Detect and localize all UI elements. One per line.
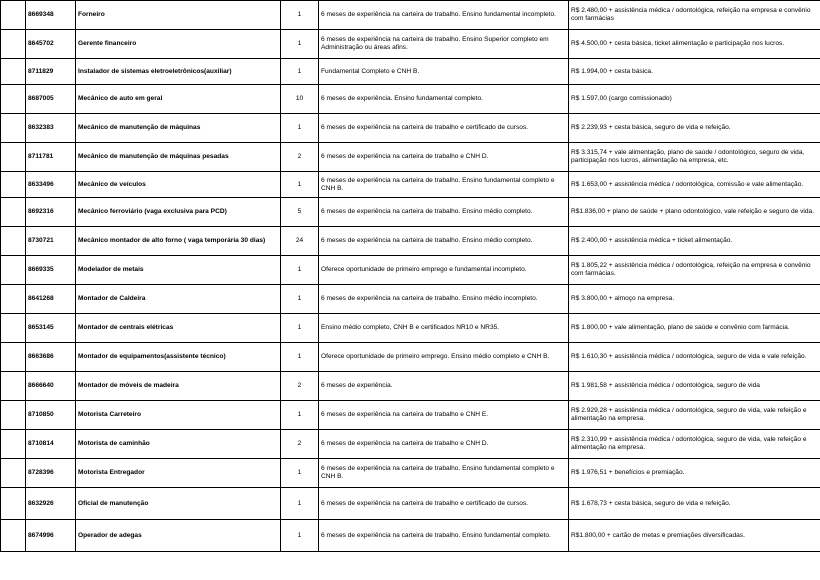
vacancy-count: 1 (281, 488, 319, 520)
job-title: Montador de equipamentos(assistente técnico) (76, 343, 281, 372)
row-marker-cell (1, 372, 26, 401)
job-title: Oficial de manutenção (76, 488, 281, 520)
job-salary-benefits: R$ 4.500,00 + cesta básica, ticket alimentação e participação nos lucros. (569, 30, 820, 59)
job-salary-benefits: R$ 3.315,74 + vale alimentação, plano de saúde / odontológico, seguro de vida, participação nos lucros, alimentação na empresa, etc. (569, 143, 820, 172)
job-requirements: 6 meses de experiência na carteira de trabalho e certificado de cursos. (319, 488, 569, 520)
table-row (1, 227, 820, 256)
row-marker-cell (1, 256, 26, 285)
job-requirements: 6 meses de experiência na carteira de trabalho. Ensino fundamental incompleto. (319, 1, 569, 30)
job-title: Modelador de metais (76, 256, 281, 285)
job-title: Operador de adegas (76, 520, 281, 552)
job-code: 8633496 (26, 172, 76, 198)
job-code: 8710850 (26, 401, 76, 430)
table-row (1, 172, 820, 198)
row-marker-cell (1, 1, 26, 30)
job-code: 8674996 (26, 520, 76, 552)
table-row (1, 430, 820, 459)
job-requirements: 6 meses de experiência na carteira de trabalho e CNH D. (319, 430, 569, 459)
job-salary-benefits: R$ 1.994,00 + cesta básica. (569, 59, 820, 85)
job-requirements: 6 meses de experiência na carteira de trabalho. Ensino médio completo. (319, 198, 569, 227)
table-row (1, 1, 820, 30)
job-requirements: Oferece oportunidade de primeiro emprego e fundamental incompleto. (319, 256, 569, 285)
job-code: 8632383 (26, 114, 76, 143)
job-title: Motorista Entregador (76, 459, 281, 488)
job-requirements: 6 meses de experiência. (319, 372, 569, 401)
vacancy-count: 2 (281, 430, 319, 459)
table-row (1, 520, 820, 552)
job-title: Mecânico ferroviário (vaga exclusiva para PCD) (76, 198, 281, 227)
job-title: Motorista de caminhão (76, 430, 281, 459)
vacancy-count: 1 (281, 114, 319, 143)
job-code: 8645702 (26, 30, 76, 59)
table-row (1, 59, 820, 85)
vacancy-count: 1 (281, 172, 319, 198)
job-code: 8641268 (26, 285, 76, 314)
job-salary-benefits: R$ 2.400,00 + assistência médica + ticket alimentação. (569, 227, 820, 256)
job-code: 8711829 (26, 59, 76, 85)
job-salary-benefits: R$1.836,00 + plano de saúde + plano odontológico, vale refeição e seguro de vida. (569, 198, 820, 227)
job-code: 8632926 (26, 488, 76, 520)
vacancy-count: 1 (281, 256, 319, 285)
job-title: Mecânico de manutenção de máquinas (76, 114, 281, 143)
vacancy-count: 1 (281, 520, 319, 552)
job-requirements: 6 meses de experiência na carteira de trabalho. Ensino fundamental completo. (319, 520, 569, 552)
job-requirements: Ensino médio completo, CNH B e certificados NR10 e NR35. (319, 314, 569, 343)
job-code: 8730721 (26, 227, 76, 256)
table-row (1, 285, 820, 314)
job-code: 8653145 (26, 314, 76, 343)
row-marker-cell (1, 459, 26, 488)
job-code: 8666640 (26, 372, 76, 401)
job-code: 8711781 (26, 143, 76, 172)
job-requirements: Oferece oportunidade de primeiro emprego. Ensino médio completo e CNH B. (319, 343, 569, 372)
table-row (1, 488, 820, 520)
row-marker-cell (1, 143, 26, 172)
job-title: Mecânico de auto em geral (76, 85, 281, 114)
job-title: Montador de Caldeira (76, 285, 281, 314)
row-marker-cell (1, 227, 26, 256)
row-marker-cell (1, 198, 26, 227)
vacancy-count: 1 (281, 285, 319, 314)
vacancy-count: 10 (281, 85, 319, 114)
job-code: 8669335 (26, 256, 76, 285)
table-row (1, 198, 820, 227)
vacancy-count: 5 (281, 198, 319, 227)
job-salary-benefits: R$ 1.800,00 + vale alimentação, plano de saúde e convênio com farmácia. (569, 314, 820, 343)
job-salary-benefits: R$ 1.976,51 + benefícios e premiação. (569, 459, 820, 488)
job-salary-benefits: R$ 1.805,22 + assistência médica / odontológica, refeição na empresa e convênio com farmácias. (569, 256, 820, 285)
job-requirements: 6 meses de experiência na carteira de trabalho. Ensino fundamental completo e CNH B. (319, 459, 569, 488)
job-salary-benefits: R$ 1.653,00 + assistência médica / odontológica, comissão e vale alimentação. (569, 172, 820, 198)
job-salary-benefits: R$ 1.981,58 + assistência médica / odontológica, seguro de vida (569, 372, 820, 401)
job-title: Instalador de sistemas eletroeletrônicos(auxiliar) (76, 59, 281, 85)
job-title: Mecânico de veículos (76, 172, 281, 198)
vacancy-count: 24 (281, 227, 319, 256)
job-salary-benefits: R$ 1.678,73 + cesta básica, seguro de vida e refeição. (569, 488, 820, 520)
job-title: Forneiro (76, 1, 281, 30)
table-row (1, 343, 820, 372)
row-marker-cell (1, 401, 26, 430)
job-salary-benefits: R$ 1.597,00 (cargo comissionado) (569, 85, 820, 114)
job-title: Gerente financeiro (76, 30, 281, 59)
vacancy-count: 1 (281, 1, 319, 30)
vacancy-count: 1 (281, 459, 319, 488)
job-requirements: 6 meses de experiência na carteira de trabalho e CNH E. (319, 401, 569, 430)
job-title: Mecânico de manutenção de máquinas pesadas (76, 143, 281, 172)
vacancy-count: 1 (281, 401, 319, 430)
row-marker-cell (1, 172, 26, 198)
table-row (1, 372, 820, 401)
vacancy-count: 1 (281, 314, 319, 343)
job-code: 8710814 (26, 430, 76, 459)
job-code: 8687005 (26, 85, 76, 114)
row-marker-cell (1, 343, 26, 372)
job-requirements: 6 meses de experiência na carteira de trabalho. Ensino médio incompleto. (319, 285, 569, 314)
job-salary-benefits: R$ 2.310,99 + assistência médica / odontológica, seguro de vida, vale refeição e alimentação na empresa. (569, 430, 820, 459)
table-row (1, 114, 820, 143)
job-salary-benefits: R$1.800,00 + cartão de metas e premiações diversificadas. (569, 520, 820, 552)
row-marker-cell (1, 520, 26, 552)
row-marker-cell (1, 30, 26, 59)
job-requirements: 6 meses de experiência na carteira de trabalho. Ensino médio completo. (319, 227, 569, 256)
vacancy-count: 1 (281, 343, 319, 372)
job-salary-benefits: R$ 2.239,93 + cesta básica, seguro de vida e refeição. (569, 114, 820, 143)
table-row (1, 256, 820, 285)
job-salary-benefits: R$ 1.610,30 + assistência médica / odontológica, seguro de vida e vale refeição. (569, 343, 820, 372)
job-requirements: 6 meses de experiência na carteira de trabalho. Ensino fundamental completo e CNH B. (319, 172, 569, 198)
table-row (1, 30, 820, 59)
row-marker-cell (1, 314, 26, 343)
job-title: Motorista Carreteiro (76, 401, 281, 430)
job-salary-benefits: R$ 2.929,28 + assistência médica / odontológica, seguro de vida, vale refeição e alimentação na empresa. (569, 401, 820, 430)
job-salary-benefits: R$ 3.800,00 + almoço na empresa. (569, 285, 820, 314)
table-row (1, 314, 820, 343)
vacancy-count: 2 (281, 143, 319, 172)
job-requirements: 6 meses de experiência na carteira de trabalho. Ensino Superior completo em Administração ou áreas afins. (319, 30, 569, 59)
job-code: 8663686 (26, 343, 76, 372)
job-requirements: 6 meses de experiência. Ensino fundamental completo. (319, 85, 569, 114)
row-marker-cell (1, 488, 26, 520)
job-code: 8692316 (26, 198, 76, 227)
job-title: Mecânico montador de alto forno ( vaga temporária 30 dias) (76, 227, 281, 256)
job-requirements: 6 meses de experiência na carteira de trabalho e CNH D. (319, 143, 569, 172)
row-marker-cell (1, 285, 26, 314)
row-marker-cell (1, 85, 26, 114)
table-body (1, 1, 820, 552)
table-row (1, 459, 820, 488)
job-code: 8669348 (26, 1, 76, 30)
job-code: 8728396 (26, 459, 76, 488)
vacancy-count: 1 (281, 30, 319, 59)
job-requirements: 6 meses de experiência na carteira de trabalho e certificado de cursos. (319, 114, 569, 143)
table-row (1, 401, 820, 430)
job-salary-benefits: R$ 2.480,00 + assistência médica / odontológica, refeição na empresa e convênio com farmácias (569, 1, 820, 30)
job-requirements: Fundamental Completo e CNH B. (319, 59, 569, 85)
vacancy-count: 1 (281, 59, 319, 85)
table-row (1, 143, 820, 172)
job-title: Montador de centrais elétricas (76, 314, 281, 343)
table-row (1, 85, 820, 114)
row-marker-cell (1, 59, 26, 85)
vacancy-count: 2 (281, 372, 319, 401)
row-marker-cell (1, 114, 26, 143)
job-title: Montador de móveis de madeira (76, 372, 281, 401)
row-marker-cell (1, 430, 26, 459)
